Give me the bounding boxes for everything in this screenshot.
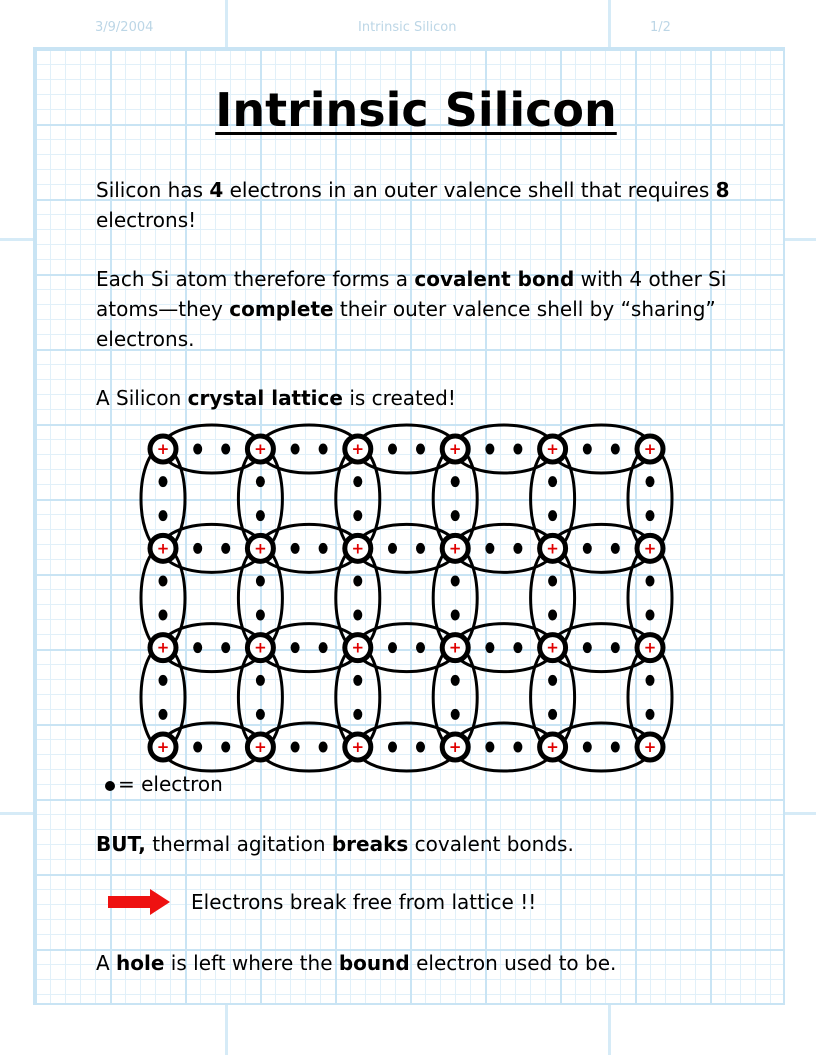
electron [256,675,265,686]
electron [451,476,460,487]
atom-charge-label: + [254,539,267,558]
paragraph-hole: A hole is left where the bound electron used to be. [96,951,617,975]
electron [583,642,592,653]
electron [513,642,522,653]
electron [513,444,522,455]
electron [583,742,592,753]
electron [388,444,397,455]
electron [256,476,265,487]
electron [353,476,362,487]
electron [353,709,362,720]
electron [319,543,328,554]
electron [451,576,460,587]
electron [159,610,168,621]
atom-charge-label: + [156,440,170,458]
atom-charge-label: + [448,638,462,657]
header-title: Intrinsic Silicon [358,20,457,35]
atom-charge-label: + [156,539,170,558]
electron [319,642,328,653]
electron [159,576,168,587]
electron [485,742,494,753]
atom-charge-label: + [351,539,365,558]
electron [548,576,557,587]
atom-charge-label: + [643,539,657,558]
electron [646,510,655,521]
electron [159,709,168,720]
electron [583,543,592,554]
electron [353,675,362,686]
electron [221,742,230,753]
atom-charge-label: + [448,738,462,756]
right-arrow-icon [106,888,172,916]
electron [291,642,300,653]
atom-charge-label: + [448,440,462,458]
electron [485,642,494,653]
electron [548,510,557,521]
electron [513,742,522,753]
electron [256,709,265,720]
electron [416,642,425,653]
electron [548,476,557,487]
electron [451,510,460,521]
legend-label: = electron [118,772,223,796]
electron [256,610,265,621]
electron [319,444,328,455]
paragraph-valence: Silicon has 4 electrons in an outer valence shell that requires 8 electrons! [96,178,730,232]
electron [353,510,362,521]
electron [193,444,202,455]
atom-charge-label: + [254,738,267,756]
electron [485,543,494,554]
electron [611,543,620,554]
electron [388,742,397,753]
paragraph-crystal-lattice: A Silicon crystal lattice is created! [96,386,456,410]
atom-charge-label: + [448,539,462,558]
legend-electron-dot [105,781,115,791]
atom-charge-label: + [546,738,559,756]
electron [416,742,425,753]
electron [388,543,397,554]
atom-charge-label: + [254,638,267,657]
electron [646,476,655,487]
electron [646,610,655,621]
electron [159,510,168,521]
electron [193,543,202,554]
atom-charge-label: + [643,440,657,458]
electron [646,709,655,720]
electron [611,642,620,653]
electron [513,543,522,554]
electron [646,675,655,686]
atom-charge-label: + [643,738,657,756]
atom-charge-label: + [156,638,170,657]
electron [611,444,620,455]
electron [611,742,620,753]
electron [319,742,328,753]
electron [291,742,300,753]
electron [159,675,168,686]
electron [485,444,494,455]
electron [416,444,425,455]
electron [193,642,202,653]
electron [291,543,300,554]
electron [221,543,230,554]
atom-charge-label: + [156,738,170,756]
header-page-number: 1/2 [650,20,671,35]
atom-charge-label: + [546,539,559,558]
electron [159,476,168,487]
electron [353,610,362,621]
electron [221,642,230,653]
paragraph-thermal-agitation: BUT, thermal agitation breaks covalent bonds. [96,832,574,856]
electron [256,576,265,587]
electron [548,675,557,686]
electron [548,610,557,621]
electron [416,543,425,554]
electron [548,709,557,720]
electron [193,742,202,753]
paragraph-electrons-free: Electrons break free from lattice !! [191,890,537,914]
atom-charge-label: + [351,638,365,657]
paragraph-covalent-bond: Each Si atom therefore forms a covalent bond with 4 other Si atoms—they complete their outer valence shell by “sharing” electrons. [96,267,727,351]
electron [451,675,460,686]
electron [353,576,362,587]
page-title: Intrinsic Silicon [215,83,617,137]
electron [291,444,300,455]
electron [256,510,265,521]
electron [221,444,230,455]
header-date: 3/9/2004 [95,20,154,35]
electron [451,709,460,720]
atom-charge-label: + [351,440,365,458]
atom-charge-label: + [546,440,559,458]
electron [451,610,460,621]
atom-charge-label: + [254,440,267,458]
electron [388,642,397,653]
atom-charge-label: + [351,738,365,756]
atom-charge-label: + [643,638,657,657]
atom-charge-label: + [546,638,559,657]
electron [646,576,655,587]
electron [583,444,592,455]
